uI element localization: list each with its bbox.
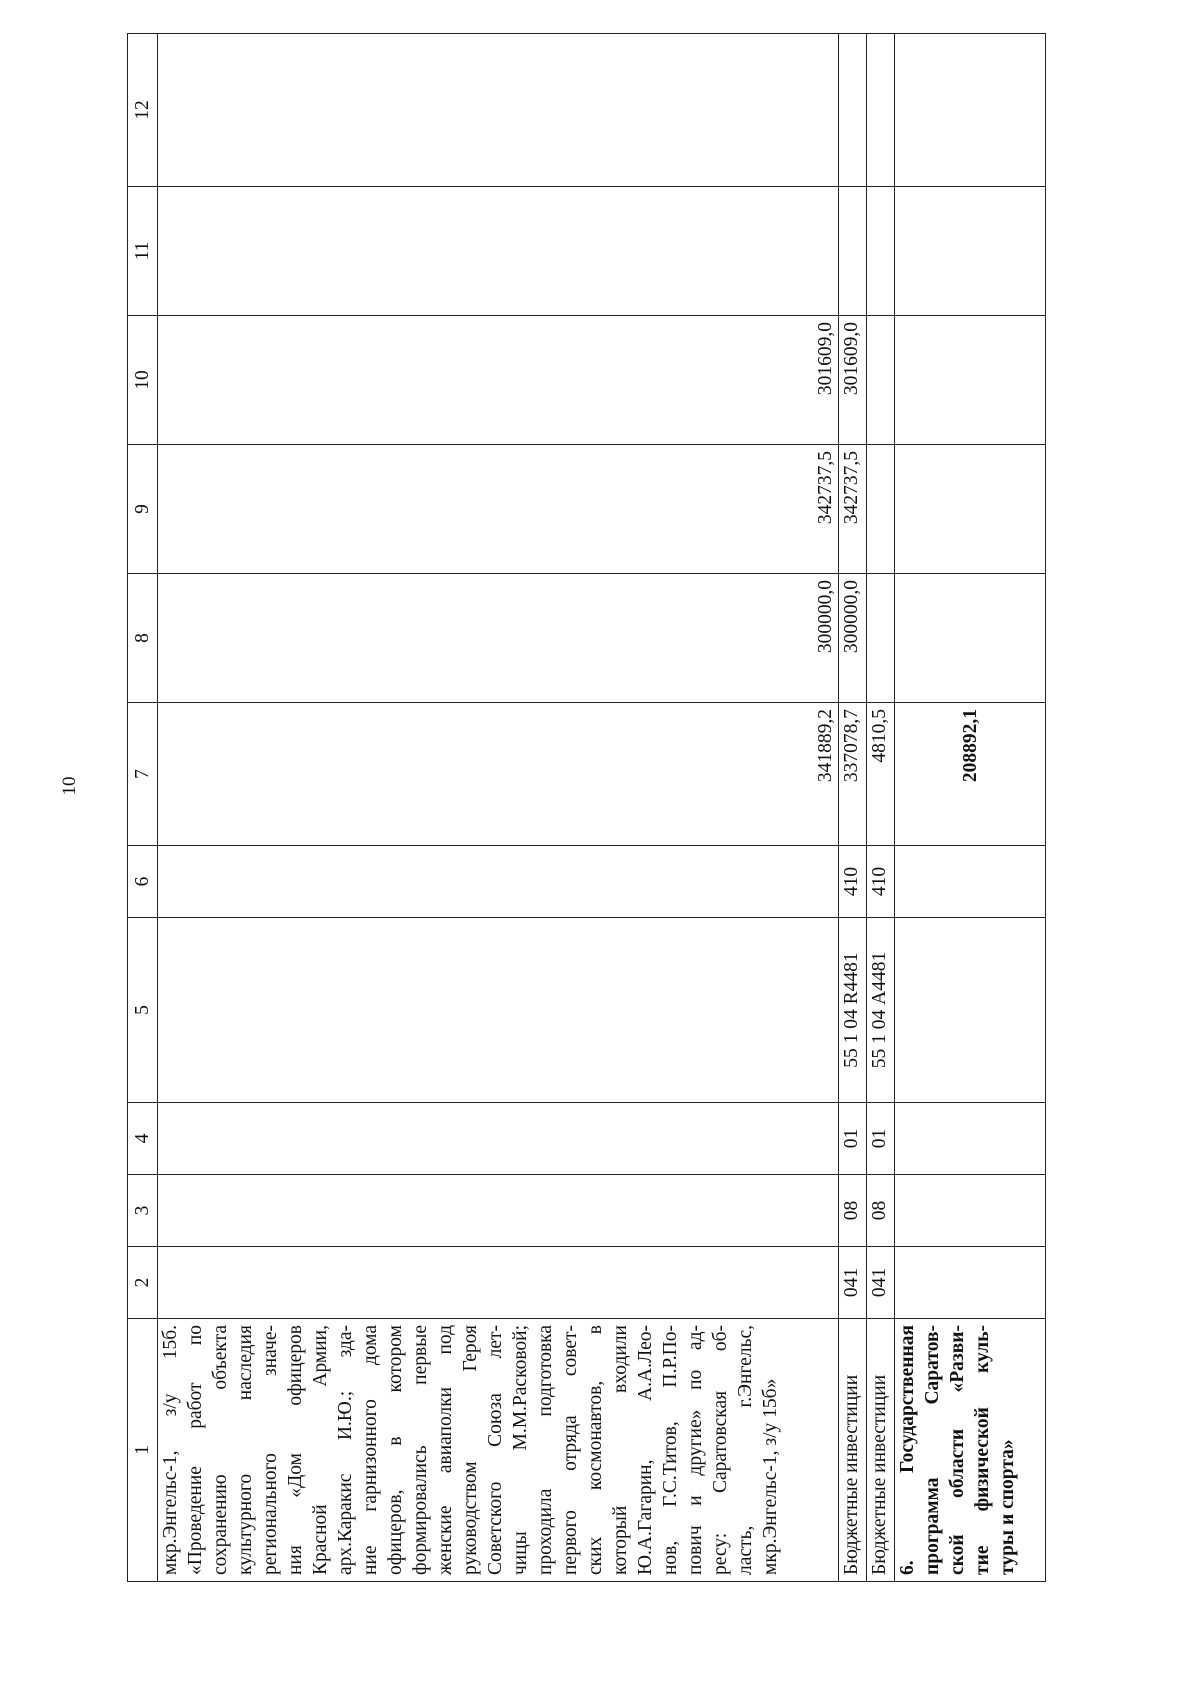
text-line: культурного наследия (235, 1325, 256, 1575)
table-cell (895, 34, 1046, 187)
header-cell: 9 (128, 445, 158, 574)
code-col4: 01 (867, 1103, 895, 1175)
table-cell (867, 445, 895, 574)
header-cell: 7 (128, 703, 158, 846)
header-cell: 8 (128, 574, 158, 703)
value-col9: 342737,5 (839, 445, 867, 574)
table-cell (158, 846, 839, 918)
value-col7: 4810,5 (867, 703, 895, 846)
value-col7: 337078,7 (839, 703, 867, 846)
text-line: туры и спорта» (997, 1439, 1018, 1575)
table-cell (839, 187, 867, 316)
table-row (158, 34, 839, 1582)
code-col6: 410 (867, 846, 895, 918)
table-header-row (128, 34, 158, 1582)
table-row (839, 34, 867, 1582)
value-col9: 342737,5 (158, 445, 839, 574)
header-cell: 5 (128, 918, 158, 1103)
header-cell: 4 (128, 1103, 158, 1175)
header-cell: 3 (128, 1175, 158, 1247)
program-title-lines (895, 1325, 1020, 1575)
header-cell: 6 (128, 846, 158, 918)
table-cell (895, 316, 1046, 445)
text-line: женские авиаполки под (435, 1325, 456, 1575)
table-row (867, 34, 895, 1582)
header-cell: 1 (128, 1319, 158, 1582)
text-line: арх.Каракис И.Ю.; зда- (335, 1325, 356, 1575)
header-cell: 10 (128, 316, 158, 445)
text-line: регионального значе- (260, 1325, 281, 1575)
program-title-cell (895, 1319, 1046, 1582)
table-cell (158, 34, 839, 187)
text-line: нов, Г.С.Титов, П.Р.По- (660, 1325, 681, 1575)
text-line: ние гарнизонного дома (360, 1325, 381, 1575)
text-line: пович и другие» по ад- (685, 1325, 706, 1575)
table-cell (895, 187, 1046, 316)
text-line: чицы М.М.Расковой; (510, 1325, 531, 1575)
code-col5: 55 1 04 R4481 (839, 918, 867, 1103)
value-col7: 341889,2 (158, 703, 839, 846)
table-cell (895, 846, 1046, 918)
text-line: ской области «Разви- (947, 1325, 968, 1575)
text-line: который входили (610, 1325, 631, 1575)
value-col10: 301609,0 (839, 316, 867, 445)
table-cell (895, 445, 1046, 574)
text-line: Советского Союза лет- (485, 1325, 506, 1575)
text-line: сохранению объекта (210, 1325, 231, 1575)
text-line: Ю.А.Гагарин, А.А.Лео- (635, 1325, 656, 1575)
table-cell (158, 918, 839, 1103)
code-col4: 01 (839, 1103, 867, 1175)
text-line: ласть, г.Энгельс, (735, 1325, 756, 1575)
text-line: Красной Армии, (310, 1325, 331, 1575)
text-line: тие физической куль- (972, 1325, 993, 1575)
header-cell: 2 (128, 1247, 158, 1319)
rotated-table-container (127, 34, 1040, 1582)
text-line: мкр.Энгельс-1, з/у 15б. (160, 1325, 181, 1575)
text-line: ния «Дом офицеров (285, 1325, 306, 1575)
code-col3: 08 (839, 1175, 867, 1247)
text-line: 6. Государственная (897, 1325, 918, 1575)
text-line: «Проведение работ по (185, 1325, 206, 1575)
table-cell (895, 1175, 1046, 1247)
value-col8: 300000,0 (158, 574, 839, 703)
header-cell: 11 (128, 187, 158, 316)
text-line: формировались первые (410, 1325, 431, 1575)
row-label: Бюджетные инвестиции (867, 1319, 895, 1582)
object-description-lines (158, 1325, 783, 1575)
value-col10: 301609,0 (158, 316, 839, 445)
code-col6: 410 (839, 846, 867, 918)
table-cell (867, 574, 895, 703)
text-line: офицеров, в котором (385, 1325, 406, 1575)
page-number: 10 (59, 776, 80, 796)
code-col2: 041 (867, 1247, 895, 1319)
text-line: проходила подготовка (535, 1325, 556, 1575)
budget-table (127, 33, 1046, 1582)
table-cell (867, 34, 895, 187)
text-line: программа Саратов- (922, 1325, 943, 1575)
text-line: мкр.Энгельс-1, з/у 15б» (760, 1378, 781, 1575)
text-line: первого отряда совет- (560, 1325, 581, 1575)
code-col2: 041 (839, 1247, 867, 1319)
table-row (895, 34, 1046, 1582)
object-description-cell (158, 1319, 839, 1582)
table-cell (158, 187, 839, 316)
table-cell (895, 918, 1046, 1103)
table-cell (867, 316, 895, 445)
value-col7: 208892,1 (895, 703, 1046, 846)
table-cell (158, 1247, 839, 1319)
code-col3: 08 (867, 1175, 895, 1247)
table-cell (158, 1103, 839, 1175)
table-cell (895, 1103, 1046, 1175)
table-cell (895, 574, 1046, 703)
header-cell: 12 (128, 34, 158, 187)
text-line: руководством Героя (460, 1325, 481, 1575)
table-cell (839, 34, 867, 187)
code-col5: 55 1 04 А4481 (867, 918, 895, 1103)
text-line: ресу: Саратовская об- (710, 1325, 731, 1575)
table-cell (158, 1175, 839, 1247)
value-col8: 300000,0 (839, 574, 867, 703)
text-line: ских космонавтов, в (585, 1325, 606, 1575)
table-cell (895, 1247, 1046, 1319)
row-label: Бюджетные инвестиции (839, 1319, 867, 1582)
table-cell (867, 187, 895, 316)
